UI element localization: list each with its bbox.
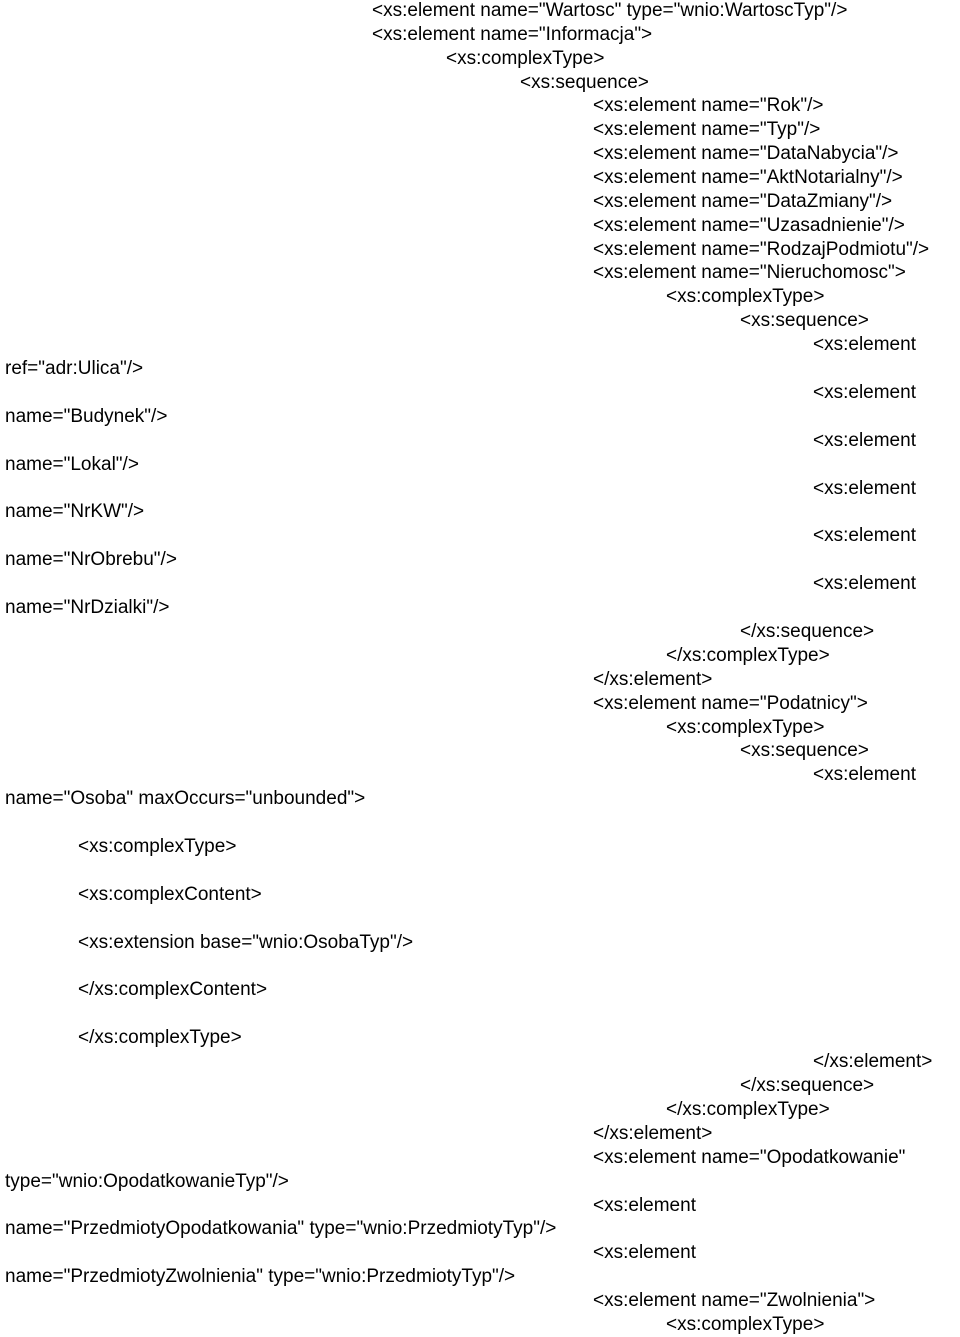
code-line: name="Lokal"/> (5, 454, 139, 475)
code-line: </xs:complexType> (666, 1099, 830, 1120)
code-line: <xs:element (813, 382, 916, 403)
code-line: </xs:element> (813, 1051, 933, 1072)
code-line: </xs:complexType> (78, 1027, 242, 1048)
code-line: </xs:complexContent> (78, 979, 268, 1000)
code-line: <xs:element (813, 334, 916, 355)
code-line: name="Osoba" maxOccurs="unbounded"> (5, 788, 366, 809)
code-line: <xs:element name="AktNotarialny"/> (593, 167, 903, 188)
code-line: <xs:element name="Typ"/> (593, 119, 821, 140)
code-line: <xs:element name="Nieruchomosc"> (593, 262, 906, 283)
code-line: <xs:element name="Zwolnienia"> (593, 1290, 876, 1311)
code-line: </xs:complexType> (666, 645, 830, 666)
code-line: </xs:sequence> (740, 621, 875, 642)
code-line: <xs:element name="DataNabycia"/> (593, 143, 899, 164)
code-line: <xs:sequence> (740, 740, 869, 761)
code-line: <xs:sequence> (520, 72, 649, 93)
code-line: <xs:element name="Uzasadnienie"/> (593, 215, 905, 236)
code-line: <xs:complexType> (446, 48, 605, 69)
code-line: name="PrzedmiotyOpodatkowania" type="wnio:PrzedmiotyTyp"/> (5, 1218, 557, 1239)
code-line: name="NrDzialki"/> (5, 597, 170, 618)
code-line: </xs:sequence> (740, 1075, 875, 1096)
code-line: <xs:complexType> (666, 1314, 825, 1335)
code-line: </xs:element> (593, 1123, 713, 1144)
code-line: <xs:element (813, 430, 916, 451)
code-line: <xs:element name="Wartosc" type="wnio:WartoscTyp"/> (372, 0, 848, 21)
code-line: <xs:element name="Podatnicy"> (593, 693, 868, 714)
code-line: <xs:element name="Opodatkowanie" (593, 1147, 906, 1168)
code-line: <xs:element (593, 1195, 696, 1216)
code-line: </xs:element> (593, 669, 713, 690)
code-line: name="NrObrebu"/> (5, 549, 177, 570)
code-line: <xs:element (813, 525, 916, 546)
code-line: <xs:complexContent> (78, 884, 262, 905)
code-line: <xs:element name="Informacja"> (372, 24, 653, 45)
code-line: <xs:element name="DataZmiany"/> (593, 191, 893, 212)
code-line: <xs:element (813, 573, 916, 594)
code-line: <xs:extension base="wnio:OsobaTyp"/> (78, 932, 414, 953)
code-line: <xs:element name="RodzajPodmiotu"/> (593, 239, 930, 260)
code-line: ref="adr:Ulica"/> (5, 358, 144, 379)
code-line: <xs:complexType> (666, 717, 825, 738)
code-line: type="wnio:OpodatkowanieTyp"/> (5, 1171, 289, 1192)
code-line: <xs:element (593, 1242, 696, 1263)
code-line: name="Budynek"/> (5, 406, 168, 427)
code-line: <xs:complexType> (78, 836, 237, 857)
code-line: <xs:element name="Rok"/> (593, 95, 824, 116)
code-line: <xs:element (813, 764, 916, 785)
code-line: name="NrKW"/> (5, 501, 145, 522)
code-line: <xs:complexType> (666, 286, 825, 307)
code-line: <xs:element (813, 478, 916, 499)
code-line: name="PrzedmiotyZwolnienia" type="wnio:PrzedmiotyTyp"/> (5, 1266, 516, 1287)
code-line: <xs:sequence> (740, 310, 869, 331)
